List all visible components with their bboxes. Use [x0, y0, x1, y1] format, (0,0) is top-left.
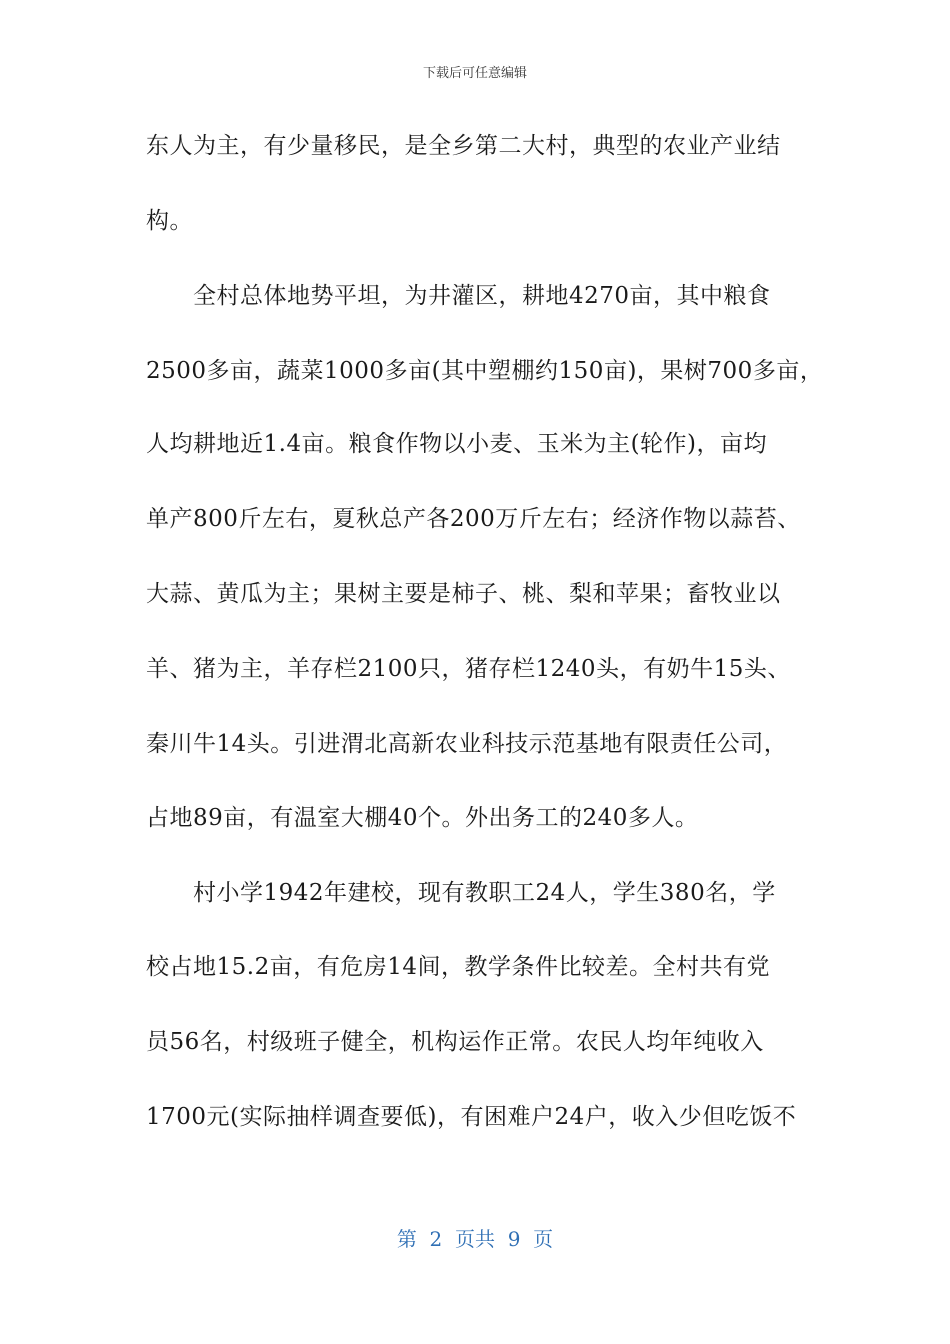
body-line-14: 1700元(实际抽样调查要低)，有困难户24户，收入少但吃饭不 — [146, 1104, 797, 1130]
body-line-4: 2500多亩，蔬菜1000多亩(其中塑棚约150亩)，果树700多亩， — [146, 358, 824, 384]
body-line-13: 员56名，村级班子健全，机构运作正常。农民人均年纯收入 — [146, 1029, 764, 1055]
page-number-footer: 第 2 页共 9 页 — [396, 1227, 554, 1251]
body-line-8: 羊、猪为主，羊存栏2100只，猪存栏1240头，有奶牛15头、 — [146, 656, 791, 682]
body-line-12: 校占地15.2亩，有危房14间，教学条件比较差。全村共有党 — [146, 954, 770, 980]
body-line-9: 秦川牛14头。引进渭北高新农业科技示范基地有限责任公司， — [146, 731, 788, 757]
body-line-7: 大蒜、黄瓜为主；果树主要是柿子、桃、梨和苹果；畜牧业以 — [146, 581, 781, 607]
page-header: 下载后可任意编辑 — [422, 66, 527, 81]
body-line-11: 村小学1942年建校，现有教职工24人，学生380名，学 — [146, 880, 776, 906]
body-line-5: 人均耕地近1.4亩。粮食作物以小麦、玉米为主(轮作)，亩均 — [146, 431, 768, 457]
body-line-10: 占地89亩，有温室大棚40个。外出务工的240多人。 — [146, 805, 699, 831]
body-line-2: 构。 — [146, 208, 193, 234]
body-line-6: 单产800斤左右，夏秋总产各200万斤左右；经济作物以蒜苔、 — [146, 506, 801, 532]
body-line-1: 东人为主，有少量移民，是全乡第二大村，典型的农业产业结 — [146, 133, 781, 159]
body-line-3: 全村总体地势平坦，为井灌区，耕地4270亩，其中粮食 — [146, 283, 771, 309]
